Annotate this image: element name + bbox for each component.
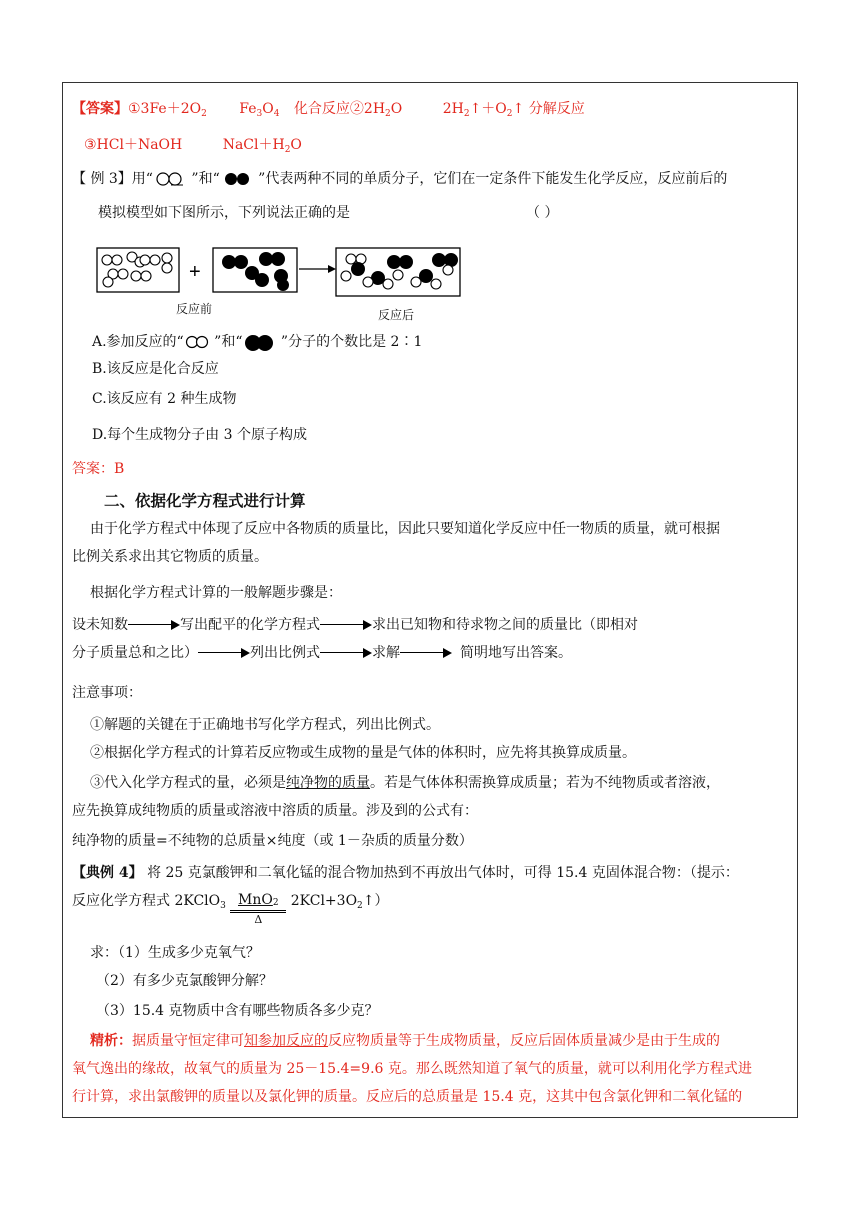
arrow-icon bbox=[198, 646, 250, 660]
note-3-cont: 应先换算成纯物质的质量或溶液中溶质的质量。涉及到的公式有： bbox=[72, 803, 478, 819]
example4-line-1: 【典例 4】 将 25 克氯酸钾和二氧化锰的混合物加热到不再放出气体时，可得 15.4 克固体混合物：（提示： bbox=[72, 865, 739, 881]
white-molecule-icon bbox=[153, 172, 187, 186]
option-d: D.每个生成物分子由 3 个原子构成 bbox=[92, 427, 307, 443]
arrow-icon bbox=[320, 618, 372, 632]
paragraph-1a: 由于化学方程式中体现了反应中各物质的质量比，因此只要知道化学反应中任一物质的质量，就可根据 bbox=[90, 521, 720, 537]
notes-title: 注意事项： bbox=[72, 685, 142, 701]
question-1: 求：（1）生成多少克氧气？ bbox=[90, 945, 260, 961]
caption-after: 反应后 bbox=[378, 308, 415, 322]
steps-line-2: 分子质量总和之比） 列出比例式 求解 简明地写出答案。 bbox=[72, 645, 572, 661]
note-1: ①解题的关键在于正确地书写化学方程式，列出比例式。 bbox=[90, 717, 440, 733]
white-molecule-icon bbox=[184, 335, 210, 349]
reaction-diagram bbox=[96, 246, 466, 302]
analysis-line-1: 精析：据质量守恒定律可知参加反应的反应物质量等于生成物质量，反应后固体质量减少是由于生成的 bbox=[90, 1033, 720, 1049]
plus-sign: + bbox=[189, 261, 201, 283]
note-3: ③代入化学方程式的量，必须是纯净物的质量。若是气体体积需换算成质量；若为不纯物质或者溶液， bbox=[90, 775, 720, 791]
paragraph-2: 根据化学方程式计算的一般解题步骤是： bbox=[90, 585, 342, 601]
black-molecule-icon bbox=[220, 172, 254, 186]
option-c: C.该反应有 2 种生成物 bbox=[92, 391, 237, 407]
option-a: A.参加反应的“ ”和“ ”分子的个数比是 2∶1 bbox=[92, 334, 423, 350]
analysis-line-3: 行计算，求出氯酸钾的质量以及氯化钾的质量。反应后的总质量是 15.4 克，这其中包含氯化钾和二氧化锰的 bbox=[72, 1089, 743, 1105]
option-b: B.该反应是化合反应 bbox=[92, 361, 219, 377]
section-title: 二、依据化学方程式进行计算 bbox=[104, 492, 306, 510]
note-2: ②根据化学方程式的计算若反应物或生成物的量是气体的体积时，应先将其换算成质量。 bbox=[90, 745, 636, 761]
caption-before: 反应前 bbox=[176, 302, 213, 316]
answer-line-2: ③HCl＋NaOH $NaCl+H_2O$ bbox=[84, 137, 302, 155]
example3-stem-line-2: 模拟模型如下图所示，下列说法正确的是 bbox=[98, 205, 350, 221]
arrow-icon bbox=[320, 646, 372, 660]
formula: 纯净物的质量=不纯物的总质量×纯度（或 1－杂质的质量分数） bbox=[72, 833, 473, 849]
black-molecule-icon bbox=[242, 332, 276, 352]
question-2: （2）有多少克氯酸钾分解？ bbox=[96, 973, 273, 989]
question-3: （3）15.4 克物质中含有哪些物质各多少克？ bbox=[96, 1003, 379, 1019]
reaction-condition: MnO2 Δ bbox=[230, 892, 286, 927]
example4-line-2: 反应化学方程式 2KClO$_3$ MnO2 Δ $2KCl+3O_2↑$） bbox=[72, 892, 389, 926]
example3-answer: 答案：B bbox=[72, 461, 125, 477]
paragraph-1b: 比例关系求出其它物质的质量。 bbox=[72, 549, 268, 565]
steps-line-1: 设未知数 写出配平的化学方程式 求出已知物和待求物之间的质量比（即相对 bbox=[72, 617, 638, 633]
analysis-line-2: 氧气逸出的缘故，故氧气的质量为 25－15.4=9.6 克。那么既然知道了氧气的质量，就可以利用化学方程式进 bbox=[72, 1061, 752, 1077]
arrow-icon bbox=[400, 646, 452, 660]
answer-paren: （ ） bbox=[526, 205, 559, 221]
answer-line-1: 【答案】$①3Fe+2O_2$ $Fe_3O_4$ 化合反应$②2H_2O$ $2H_2↑+O_2↑$ 分解反应 bbox=[72, 101, 585, 119]
example3-stem-line-1: 【 例 3】用“ ”和“ ”代表两种不同的单质分子，它们在一定条件下能发生化学反应，反应前后的 bbox=[72, 171, 728, 187]
arrow-icon bbox=[128, 618, 180, 632]
